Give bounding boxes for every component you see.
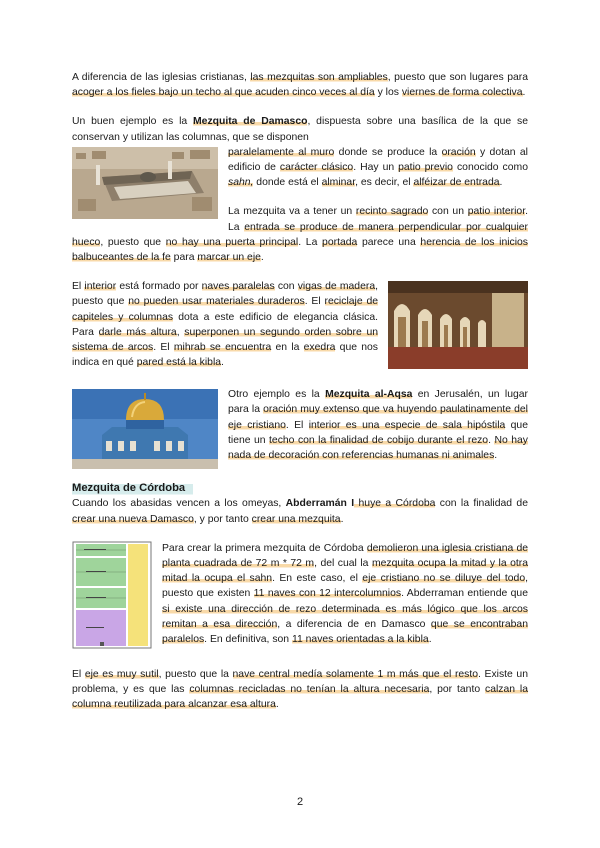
damascus-interior-photo: [388, 281, 528, 369]
paragraph-cordoba-intro: Cuando los abasidas vencen a los omeyas, Abderramán I huye a Córdoba con la finalidad de crear una nueva Damasco, y por tanto crear una mezquita.: [72, 498, 528, 525]
damascus-mosque-photo: [72, 147, 218, 219]
paragraph-damasco: Un buen ejemplo es la Mezquita de Damasco, dispuesta sobre una basílica de la que se conservan y utilizan las columnas, que se disponen: [72, 116, 529, 143]
highlight: las mezquitas son ampliables: [250, 72, 388, 83]
paragraph-cordoba: Para crear la primera mezquita de Córdoba demolieron una iglesia cristiana de planta cuadrada de 72 m * 72 m, del cual la mezquita ocupa la mitad y la otra mitad la ocupa el sahn. En este caso, el eje cristiano no se diluye del todo, puesto que existen 11 naves con 12 intercolumnios. Abderraman entiende que si existe una dirección de rezo determinada es más lógico que los arcos remitan a esa dirección, a diferencia de en Damasco que se encontraban paralelos. En definitiva, son 11 naves orientadas a la kibla.: [162, 542, 529, 646]
paragraph-aqsa: Otro ejemplo es la Mezquita al-Aqsa en Jerusalén, un lugar para la oración muy extenso que va huyendo paulatinamente del eje cristiano. El interior es una especie de sala hipóstila que tiene un techo con la finalidad de cobijo durante el rezo. No hay nada de decoración con referencias humanas ni animales.: [228, 389, 528, 462]
paragraph-interior: El interior está formado por naves paralelas con vigas de madera, puesto que no pueden usar materiales duraderos. El reciclaje de capiteles y columnas dota a este edificio de elegancia clásica. Para darle más altura, superponen un segundo orden sobre un sistema de arcos. El mihrab se encuentra en la exedra que nos indica en qué pared está la kibla.: [72, 281, 379, 369]
paragraph-intro: A diferencia de las iglesias cristianas, las mezquitas son ampliables, puesto que son lugares para acoger a los fieles bajo un techo al que acuden cinco veces al día y los viernes de forma colectiva.: [72, 72, 528, 99]
section-heading: Mezquita de Córdoba: [72, 481, 193, 496]
cordoba-floor-plan: [72, 541, 152, 649]
highlight: viernes de forma colectiva: [401, 87, 523, 99]
paragraph-recinto: La mezquita va a tener un recinto sagrado con un patio interior. La entrada se produce de manera perpendicular por cualquier hueco, puesto que no hay una puerta principal. La portada parece una herencia de los inicios balbuceantes de la fe para marcar un eje.: [72, 206, 529, 264]
bold-term: Mezquita de Damasco: [193, 116, 308, 128]
bold-term: Mezquita al-Aqsa: [325, 389, 413, 401]
paragraph-eje: El eje es muy sutil, puesto que la nave central medía solamente 1 m más que el resto. Existe un problema, y es que las columnas recicladas no tenían la altura necesaria, por tanto calzan la columna reutilizada para alcanzar esa altura.: [72, 668, 528, 711]
bold-term: Abderramán I: [285, 498, 355, 510]
paragraph-damasco-cont: paralelamente al muro donde se produce la oración y dotan al edificio de carácter clásico. Hay un patio previo conocido como sahn, donde está el alminar, es decir, el alféizar de entrada.: [228, 146, 528, 189]
dome-of-the-rock-photo: [72, 389, 218, 469]
highlight: acoger a los fieles bajo un techo al que acuden cinco veces al día: [72, 87, 375, 99]
page-number: 2: [296, 796, 304, 808]
document-page: [72, 70, 528, 712]
